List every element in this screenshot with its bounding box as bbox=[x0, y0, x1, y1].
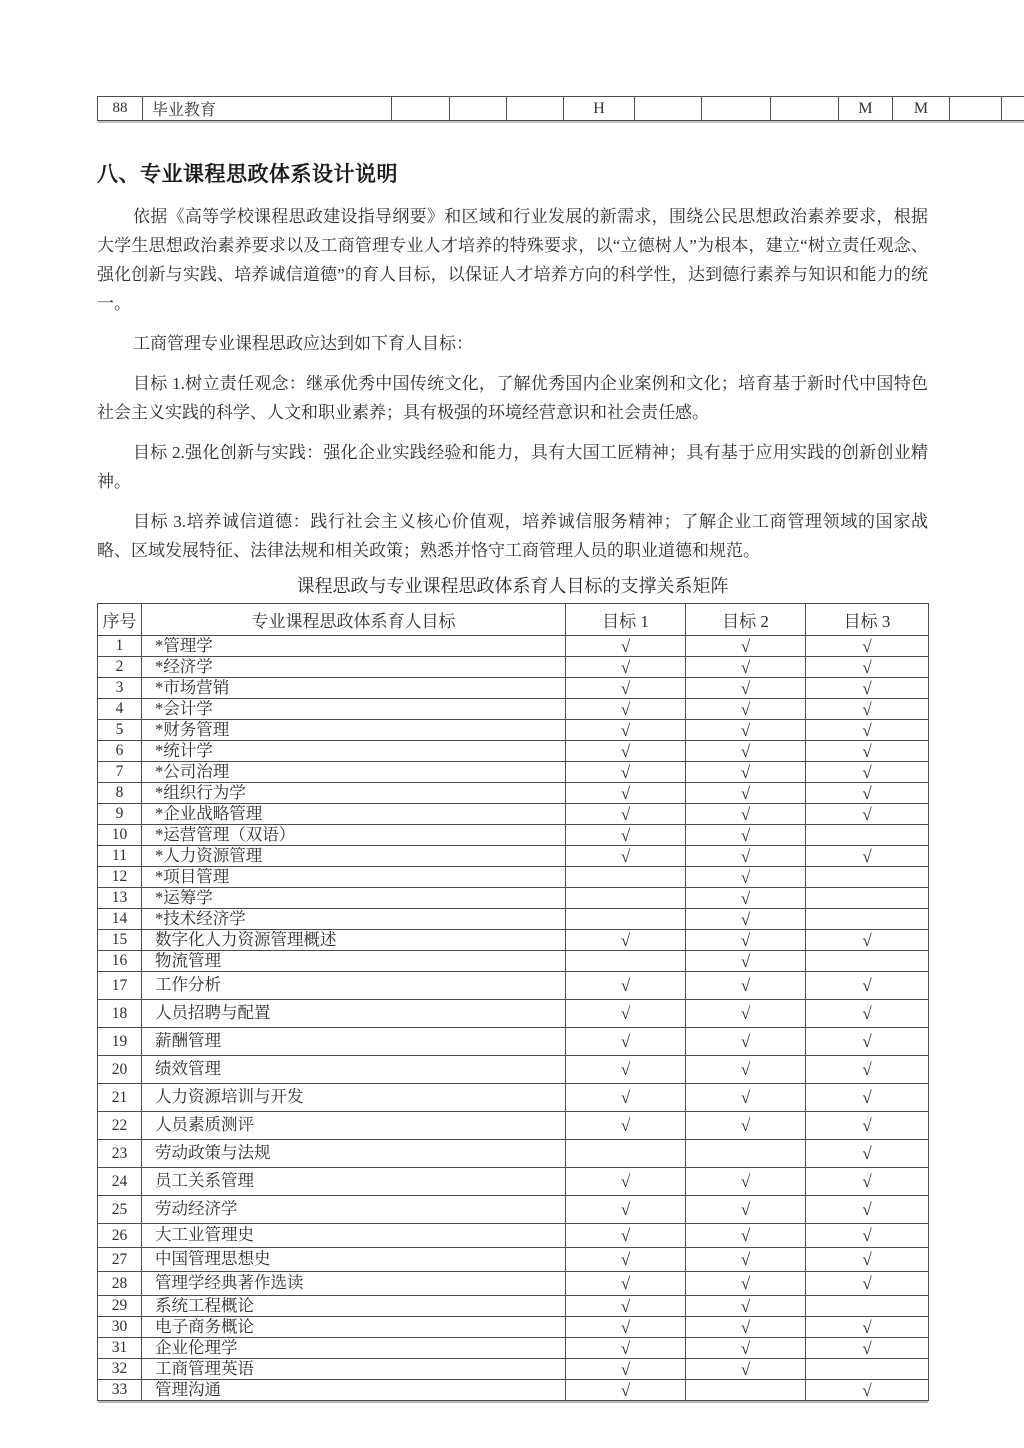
goal2-mark-cell: √ bbox=[686, 1084, 806, 1112]
matrix-row bbox=[98, 1084, 929, 1112]
goal1-mark-cell: √ bbox=[566, 783, 686, 804]
paragraph-goal-2: 目标 2.强化创新与实践：强化企业实践经验和能力，具有大国工匠精神；具有基于应用实践的创新创业精神。 bbox=[97, 443, 928, 491]
course-name-cell: 数字化人力资源管理概述 bbox=[142, 930, 566, 951]
course-name-cell: *公司治理 bbox=[142, 762, 566, 783]
matrix-row bbox=[98, 1140, 929, 1168]
level-mark-cell bbox=[950, 97, 1002, 121]
level-mark-cell: H bbox=[564, 97, 635, 121]
goal3-mark-cell: √ bbox=[806, 1224, 929, 1248]
goal3-mark-cell: √ bbox=[806, 1140, 929, 1168]
row-number-cell: 10 bbox=[98, 825, 142, 846]
matrix-table-caption: 课程思政与专业课程思政体系育人目标的支撑关系矩阵 bbox=[296, 576, 729, 596]
goal2-mark-cell: √ bbox=[686, 1338, 806, 1359]
course-name-cell: 人力资源培训与开发 bbox=[142, 1084, 566, 1112]
goal2-mark-cell: √ bbox=[686, 783, 806, 804]
course-name-cell: 员工关系管理 bbox=[142, 1168, 566, 1196]
matrix-row bbox=[98, 1224, 929, 1248]
row-number-cell: 12 bbox=[98, 867, 142, 888]
goal2-mark-cell: √ bbox=[686, 909, 806, 930]
course-name-cell: 企业伦理学 bbox=[142, 1338, 566, 1359]
table-row bbox=[98, 97, 1024, 121]
goal3-mark-cell: √ bbox=[806, 1112, 929, 1140]
row-number-cell: 88 bbox=[98, 97, 143, 121]
goal3-mark-cell: √ bbox=[806, 930, 929, 951]
matrix-row bbox=[98, 930, 929, 951]
header-goal-1: 目标 1 bbox=[566, 604, 686, 636]
course-name-cell: 中国管理思想史 bbox=[142, 1248, 566, 1272]
course-name-cell: *技术经济学 bbox=[142, 909, 566, 930]
goal3-mark-cell bbox=[806, 825, 929, 846]
course-name-cell: 电子商务概论 bbox=[142, 1317, 566, 1338]
course-name-cell: *项目管理 bbox=[142, 867, 566, 888]
matrix-row bbox=[98, 804, 929, 825]
row-number-cell: 21 bbox=[98, 1084, 142, 1112]
goal3-mark-cell bbox=[806, 867, 929, 888]
goal1-mark-cell: √ bbox=[566, 1380, 686, 1401]
row-number-cell: 27 bbox=[98, 1248, 142, 1272]
row-number-cell: 16 bbox=[98, 951, 142, 972]
section-heading: 八、专业课程思政体系设计说明 bbox=[97, 163, 398, 186]
goal1-mark-cell: √ bbox=[566, 1084, 686, 1112]
goal2-mark-cell bbox=[686, 1140, 806, 1168]
goal2-mark-cell: √ bbox=[686, 720, 806, 741]
goal3-mark-cell: √ bbox=[806, 846, 929, 867]
goal2-mark-cell: √ bbox=[686, 1272, 806, 1296]
matrix-row bbox=[98, 846, 929, 867]
goal3-mark-cell: √ bbox=[806, 1380, 929, 1401]
goal3-mark-cell: √ bbox=[806, 804, 929, 825]
paragraph-goal-1: 目标 1.树立责任观念：继承优秀中国传统文化，了解优秀国内企业案例和文化；培育基于新时代中国特色社会主义实践的科学、人文和职业素养；具有极强的环境经营意识和社会责任感。 bbox=[97, 374, 928, 422]
matrix-row bbox=[98, 1359, 929, 1380]
course-name-cell: 管理学经典著作选读 bbox=[142, 1272, 566, 1296]
course-name-cell: 劳动政策与法规 bbox=[142, 1140, 566, 1168]
course-name-cell: 人员招聘与配置 bbox=[142, 1000, 566, 1028]
goal3-mark-cell: √ bbox=[806, 1338, 929, 1359]
course-name-cell: 系统工程概论 bbox=[142, 1296, 566, 1317]
goal2-mark-cell: √ bbox=[686, 1168, 806, 1196]
row-number-cell: 22 bbox=[98, 1112, 142, 1140]
goal2-mark-cell bbox=[686, 1380, 806, 1401]
matrix-row bbox=[98, 951, 929, 972]
level-mark-cell bbox=[702, 97, 771, 121]
goal1-mark-cell: √ bbox=[566, 1112, 686, 1140]
goal1-mark-cell: √ bbox=[566, 1056, 686, 1084]
header-course-goals: 专业课程思政体系育人目标 bbox=[142, 604, 566, 636]
matrix-row bbox=[98, 699, 929, 720]
goal2-mark-cell: √ bbox=[686, 1112, 806, 1140]
goal2-mark-cell: √ bbox=[686, 1296, 806, 1317]
goal3-mark-cell: √ bbox=[806, 1000, 929, 1028]
goal3-mark-cell: √ bbox=[806, 1056, 929, 1084]
course-name-cell: *经济学 bbox=[142, 657, 566, 678]
row-number-cell: 28 bbox=[98, 1272, 142, 1296]
row-number-cell: 8 bbox=[98, 783, 142, 804]
matrix-row bbox=[98, 1317, 929, 1338]
matrix-header-row bbox=[98, 604, 929, 636]
goal2-mark-cell: √ bbox=[686, 657, 806, 678]
goal1-mark-cell: √ bbox=[566, 1317, 686, 1338]
header-goal-2: 目标 2 bbox=[686, 604, 806, 636]
course-name-cell: *会计学 bbox=[142, 699, 566, 720]
goal2-mark-cell: √ bbox=[686, 1056, 806, 1084]
level-mark-cell: M bbox=[893, 97, 950, 121]
goal3-mark-cell bbox=[806, 1296, 929, 1317]
goal2-mark-cell: √ bbox=[686, 762, 806, 783]
course-name-cell: *市场营销 bbox=[142, 678, 566, 699]
course-name-cell: 大工业管理史 bbox=[142, 1224, 566, 1248]
goal1-mark-cell bbox=[566, 951, 686, 972]
goal3-mark-cell: √ bbox=[806, 783, 929, 804]
support-matrix-table bbox=[97, 603, 929, 1401]
goal3-mark-cell: √ bbox=[806, 1196, 929, 1224]
row-number-cell: 6 bbox=[98, 741, 142, 762]
goal3-mark-cell: √ bbox=[806, 1248, 929, 1272]
goal2-mark-cell: √ bbox=[686, 699, 806, 720]
row-number-cell: 32 bbox=[98, 1359, 142, 1380]
goal3-mark-cell: √ bbox=[806, 762, 929, 783]
course-name-cell: 工作分析 bbox=[142, 972, 566, 1000]
goal2-mark-cell: √ bbox=[686, 678, 806, 699]
row-number-cell: 33 bbox=[98, 1380, 142, 1401]
goal2-mark-cell: √ bbox=[686, 741, 806, 762]
level-mark-cell bbox=[635, 97, 702, 121]
matrix-row bbox=[98, 636, 929, 657]
goal1-mark-cell: √ bbox=[566, 741, 686, 762]
goal1-mark-cell: √ bbox=[566, 657, 686, 678]
course-name-cell: *组织行为学 bbox=[142, 783, 566, 804]
course-name-cell: 物流管理 bbox=[142, 951, 566, 972]
row-number-cell: 20 bbox=[98, 1056, 142, 1084]
paragraph-basis: 依据《高等学校课程思政建设指导纲要》和区域和行业发展的新需求，围绕公民思想政治素养要求，根据大学生思想政治素养要求以及工商管理专业人才培养的特殊要求，以“立德树人”为根本，建立“树立责任观念、强化创新与实践、培养诚信道德”的育人目标，以保证人才培养方向的科学性，达到德行素养与知识和能力的统一。 bbox=[97, 207, 928, 313]
course-name-cell: 薪酬管理 bbox=[142, 1028, 566, 1056]
course-name-cell: *运筹学 bbox=[142, 888, 566, 909]
matrix-row bbox=[98, 741, 929, 762]
matrix-row bbox=[98, 657, 929, 678]
course-name-cell: 人员素质测评 bbox=[142, 1112, 566, 1140]
goal1-mark-cell: √ bbox=[566, 1248, 686, 1272]
goal1-mark-cell: √ bbox=[566, 972, 686, 1000]
goal1-mark-cell bbox=[566, 1140, 686, 1168]
level-mark-cell bbox=[392, 97, 450, 121]
goal2-mark-cell: √ bbox=[686, 930, 806, 951]
goal1-mark-cell bbox=[566, 867, 686, 888]
level-mark-cell bbox=[1002, 97, 1024, 121]
row-number-cell: 9 bbox=[98, 804, 142, 825]
previous-section-table bbox=[97, 96, 1024, 121]
goal2-mark-cell: √ bbox=[686, 1028, 806, 1056]
goal2-mark-cell: √ bbox=[686, 1248, 806, 1272]
goal2-mark-cell: √ bbox=[686, 636, 806, 657]
matrix-row bbox=[98, 1380, 929, 1401]
matrix-row bbox=[98, 867, 929, 888]
row-number-cell: 31 bbox=[98, 1338, 142, 1359]
goal1-mark-cell: √ bbox=[566, 636, 686, 657]
matrix-row bbox=[98, 1028, 929, 1056]
goal2-mark-cell: √ bbox=[686, 951, 806, 972]
goal2-mark-cell: √ bbox=[686, 825, 806, 846]
matrix-row bbox=[98, 783, 929, 804]
level-mark-cell bbox=[507, 97, 564, 121]
matrix-row bbox=[98, 1338, 929, 1359]
course-name-cell: 工商管理英语 bbox=[142, 1359, 566, 1380]
goal3-mark-cell: √ bbox=[806, 1317, 929, 1338]
goal3-mark-cell: √ bbox=[806, 720, 929, 741]
goal1-mark-cell: √ bbox=[566, 846, 686, 867]
course-name-cell: 绩效管理 bbox=[142, 1056, 566, 1084]
goal2-mark-cell: √ bbox=[686, 804, 806, 825]
row-number-cell: 25 bbox=[98, 1196, 142, 1224]
goal1-mark-cell: √ bbox=[566, 720, 686, 741]
matrix-row bbox=[98, 825, 929, 846]
course-name-cell: 劳动经济学 bbox=[142, 1196, 566, 1224]
goal1-mark-cell bbox=[566, 888, 686, 909]
row-number-cell: 26 bbox=[98, 1224, 142, 1248]
goal1-mark-cell: √ bbox=[566, 1359, 686, 1380]
course-name-cell: 管理沟通 bbox=[142, 1380, 566, 1401]
matrix-row bbox=[98, 888, 929, 909]
goal1-mark-cell: √ bbox=[566, 1272, 686, 1296]
goal3-mark-cell: √ bbox=[806, 972, 929, 1000]
course-name-cell: *企业战略管理 bbox=[142, 804, 566, 825]
row-number-cell: 29 bbox=[98, 1296, 142, 1317]
matrix-row bbox=[98, 972, 929, 1000]
row-number-cell: 7 bbox=[98, 762, 142, 783]
course-name-cell: *统计学 bbox=[142, 741, 566, 762]
header-row-number: 序号 bbox=[98, 604, 142, 636]
row-number-cell: 17 bbox=[98, 972, 142, 1000]
row-number-cell: 2 bbox=[98, 657, 142, 678]
goal1-mark-cell: √ bbox=[566, 1296, 686, 1317]
goal2-mark-cell: √ bbox=[686, 1000, 806, 1028]
matrix-row bbox=[98, 1168, 929, 1196]
matrix-row bbox=[98, 1248, 929, 1272]
row-number-cell: 4 bbox=[98, 699, 142, 720]
level-mark-cell bbox=[450, 97, 507, 121]
row-number-cell: 24 bbox=[98, 1168, 142, 1196]
row-number-cell: 11 bbox=[98, 846, 142, 867]
goal1-mark-cell: √ bbox=[566, 1224, 686, 1248]
course-name-cell: 毕业教育 bbox=[143, 97, 392, 121]
goal3-mark-cell: √ bbox=[806, 1028, 929, 1056]
goal2-mark-cell: √ bbox=[686, 1317, 806, 1338]
goal1-mark-cell: √ bbox=[566, 678, 686, 699]
goal3-mark-cell: √ bbox=[806, 1272, 929, 1296]
course-name-cell: *管理学 bbox=[142, 636, 566, 657]
matrix-row bbox=[98, 1112, 929, 1140]
goal3-mark-cell: √ bbox=[806, 636, 929, 657]
goal1-mark-cell: √ bbox=[566, 930, 686, 951]
goal3-mark-cell bbox=[806, 888, 929, 909]
goal2-mark-cell: √ bbox=[686, 1224, 806, 1248]
paragraph-goals-intro: 工商管理专业课程思政应达到如下育人目标： bbox=[133, 334, 473, 353]
goal1-mark-cell: √ bbox=[566, 1196, 686, 1224]
row-number-cell: 5 bbox=[98, 720, 142, 741]
matrix-row bbox=[98, 1272, 929, 1296]
goal3-mark-cell: √ bbox=[806, 699, 929, 720]
row-number-cell: 18 bbox=[98, 1000, 142, 1028]
goal2-mark-cell: √ bbox=[686, 1196, 806, 1224]
goal1-mark-cell: √ bbox=[566, 1028, 686, 1056]
goal3-mark-cell: √ bbox=[806, 741, 929, 762]
header-goal-3: 目标 3 bbox=[806, 604, 929, 636]
row-number-cell: 30 bbox=[98, 1317, 142, 1338]
course-name-cell: *运营管理（双语） bbox=[142, 825, 566, 846]
row-number-cell: 23 bbox=[98, 1140, 142, 1168]
row-number-cell: 14 bbox=[98, 909, 142, 930]
goal3-mark-cell: √ bbox=[806, 1168, 929, 1196]
level-mark-cell bbox=[771, 97, 839, 121]
goal2-mark-cell: √ bbox=[686, 972, 806, 1000]
goal1-mark-cell: √ bbox=[566, 1338, 686, 1359]
goal1-mark-cell: √ bbox=[566, 1168, 686, 1196]
matrix-row bbox=[98, 909, 929, 930]
course-name-cell: *财务管理 bbox=[142, 720, 566, 741]
matrix-row bbox=[98, 1056, 929, 1084]
row-number-cell: 1 bbox=[98, 636, 142, 657]
goal3-mark-cell: √ bbox=[806, 678, 929, 699]
row-number-cell: 13 bbox=[98, 888, 142, 909]
goal3-mark-cell bbox=[806, 951, 929, 972]
goal1-mark-cell bbox=[566, 909, 686, 930]
goal1-mark-cell: √ bbox=[566, 1000, 686, 1028]
paragraph-goal-3: 目标 3.培养诚信道德：践行社会主义核心价值观，培养诚信服务精神；了解企业工商管理领域的国家战略、区域发展特征、法律法规和相关政策；熟悉并恪守工商管理人员的职业道德和规范。 bbox=[97, 512, 928, 560]
matrix-row bbox=[98, 762, 929, 783]
matrix-row bbox=[98, 720, 929, 741]
goal2-mark-cell: √ bbox=[686, 888, 806, 909]
matrix-row bbox=[98, 1000, 929, 1028]
level-mark-cell: M bbox=[839, 97, 893, 121]
goal2-mark-cell: √ bbox=[686, 867, 806, 888]
matrix-row bbox=[98, 678, 929, 699]
row-number-cell: 15 bbox=[98, 930, 142, 951]
row-number-cell: 3 bbox=[98, 678, 142, 699]
goal1-mark-cell: √ bbox=[566, 825, 686, 846]
goal1-mark-cell: √ bbox=[566, 762, 686, 783]
row-number-cell: 19 bbox=[98, 1028, 142, 1056]
matrix-row bbox=[98, 1296, 929, 1317]
course-name-cell: *人力资源管理 bbox=[142, 846, 566, 867]
goal2-mark-cell: √ bbox=[686, 1359, 806, 1380]
goal3-mark-cell: √ bbox=[806, 1084, 929, 1112]
goal1-mark-cell: √ bbox=[566, 804, 686, 825]
matrix-row bbox=[98, 1196, 929, 1224]
goal3-mark-cell bbox=[806, 1359, 929, 1380]
goal1-mark-cell: √ bbox=[566, 699, 686, 720]
goal3-mark-cell: √ bbox=[806, 657, 929, 678]
goal3-mark-cell bbox=[806, 909, 929, 930]
goal2-mark-cell: √ bbox=[686, 846, 806, 867]
